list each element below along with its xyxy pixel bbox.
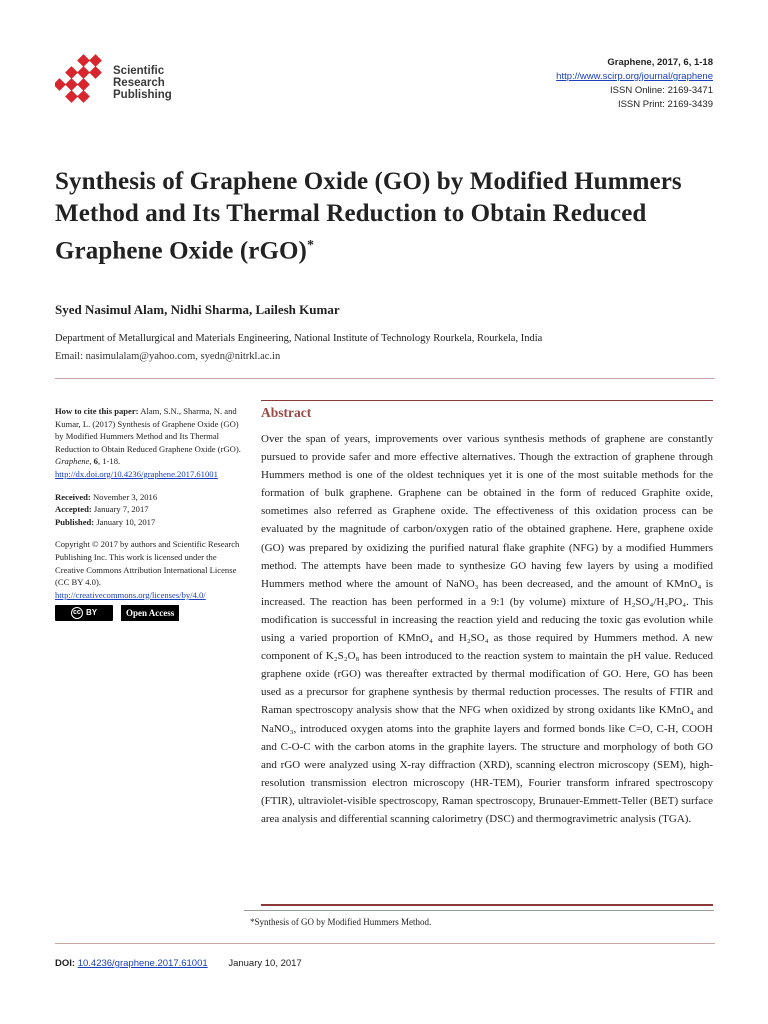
cite-volume: 6 — [93, 456, 98, 467]
accepted-label: Accepted: — [55, 504, 92, 515]
issn-online: ISSN Online: 2169-3471 — [610, 85, 713, 96]
cc-icon: cc — [71, 607, 83, 619]
authors: Syed Nasimul Alam, Nidhi Sharma, Lailesh Kumar — [55, 302, 340, 317]
doi-link[interactable]: 10.4236/graphene.2017.61001 — [77, 958, 208, 969]
footnote: *Synthesis of GO by Modified Hummers Method. — [250, 917, 432, 927]
cite-journal: Graphene — [55, 456, 90, 467]
cite-label: How to cite this paper: — [55, 406, 139, 416]
abstract-top-rule — [261, 400, 713, 401]
license-link[interactable]: http://creativecommons.org/licenses/by/4.0/ — [55, 589, 206, 600]
paper-title-text: Synthesis of Graphene Oxide (GO) by Modified Hummers Method and Its Thermal Reduction to Obtain Reduced Graphene Oxide (rGO) — [55, 168, 682, 265]
publisher-name — [113, 65, 172, 101]
accepted-date: January 7, 2017 — [93, 504, 149, 515]
published-date: January 10, 2017 — [96, 516, 156, 527]
footnote-divider — [244, 910, 714, 911]
license-badges — [55, 605, 245, 621]
copyright-block — [55, 538, 245, 601]
title-footnote-mark: * — [306, 238, 315, 253]
cc-by-badge[interactable] — [55, 605, 113, 621]
received-label: Received: — [55, 491, 91, 502]
abstract-heading: Abstract — [261, 405, 312, 420]
dates-block — [55, 491, 245, 529]
journal-citation: Graphene, 2017, 6, 1-18 — [607, 57, 713, 68]
published-label: Published: — [55, 516, 95, 527]
affiliation: Department of Metallurgical and Materials Engineering, National Institute of Technology Rourkela, Rourkela, India — [55, 333, 543, 344]
publisher-line: Publishing — [113, 89, 172, 101]
copyright-text: Copyright © 2017 by authors and Scientific Research Publishing Inc. This work is licensed under the Creative Commons Attribution International License (CC BY 4.0). — [55, 539, 240, 588]
publisher-line: Scientific — [113, 65, 165, 77]
publisher-line: Research — [113, 77, 165, 89]
doi-label: DOI: — [55, 958, 76, 969]
sidebar — [55, 405, 245, 621]
received-date: November 3, 2016 — [92, 491, 158, 502]
footer — [55, 958, 302, 969]
abstract-bottom-rule — [261, 904, 713, 906]
footer-date: January 10, 2017 — [228, 958, 302, 969]
cite-doi-link[interactable]: http://dx.doi.org/10.4236/graphene.2017.61001 — [55, 468, 218, 479]
citation-block: How to cite this paper: Alam, S.N., Sharma, N. and Kumar, L. (2017) Synthesis of Graphene Oxide (GO) by Modified Hummers Method and Its Thermal Reduction to Obtain Reduced Graphene Oxide (rGO). Graphene, 6, 1-18. http://dx.doi.org/10.4236/graphene.2017.61001 — [55, 406, 241, 479]
cc-by-label: BY — [85, 608, 98, 618]
cite-pages: , 1-18. — [97, 456, 121, 467]
paper-title — [55, 166, 715, 267]
header-divider — [55, 378, 715, 379]
email: Email: nasimulalam@yahoo.com, syedn@nitrkl.ac.in — [55, 351, 281, 362]
footer-divider — [55, 943, 715, 944]
journal-url-link[interactable]: http://www.scirp.org/journal/graphene — [556, 71, 713, 82]
issn-print: ISSN Print: 2169-3439 — [617, 99, 713, 110]
open-access-badge[interactable]: Open Access — [121, 605, 179, 621]
abstract-body: Over the span of years, improvements over various synthesis methods of graphene are constantly pursued to provide safer and more effective alternatives. Though the extraction of graphene through Hummers method is one of the oldest techniques yet it is one of the most suitable methods for the formation of bulk graphene. Graphene can be obtained in the form of reduced Graphite oxide, sometimes also referred as Graphene oxide. The effectiveness of this oxidation process can be evaluated by the magnitude of carbon/oxygen ratio of the obtained graphene. Here, graphene oxide (GO) was prepared by oxidizing the purified natural flake graphite (NFG) by a modified Hummers method. The attempts have been made to synthesize GO having few layers by using a modified Hummers method where the amount of NaNO₃ has been decreased, and the amount of KMnO₄ is increased. The reaction has been performed in a 9:1 (by volume) mixture of H₂SO₄/H₃PO₄. This modification is successful in increasing the reaction yield and reducing the toxic gas evolution while using a varied proportion of KMnO₄ and H₂SO₄ as those required by Hummers method. A new component of K₂S₂O₈ has been introduced to the reaction system to maintain the pH value. Reduced graphene oxide (rGO) was thereafter extracted by thermal modification of GO. Here, GO has been used as a precursor for graphene synthesis by thermal reduction processes. The results of FTIR and Raman spectroscopy analysis show that the NFG when oxidized by strong oxidants like KMnO₄ and NaNO₃, introduced oxygen atoms into the graphite layers and formed bonds like C=O, C-H, COOH and C-O-C with the carbon atoms in the graphite layers. The structure and morphology of both GO and rGO were analyzed using X-ray diffraction (XRD), scanning electron microscopy (SEM), high-resolution transmission electron microscopy (HR-TEM), Fourier transform infrared spectroscopy (FTIR), ultraviolet-visible spectroscopy, Raman spectroscopy, Brunauer-Emmett-Teller (BET) surface area analysis and differential scanning calorimetry (DSC) and thermogravimetric analysis (TGA). — [261, 433, 713, 825]
cite-text: Alam, S.N., Sharma, N. and Kumar, L. (2017) Synthesis of Graphene Oxide (GO) by Modified Hummers Method and Its Thermal Reduction to Obtain Reduced Graphene Oxide (rGO). — [55, 406, 241, 454]
journal-info — [556, 56, 713, 112]
